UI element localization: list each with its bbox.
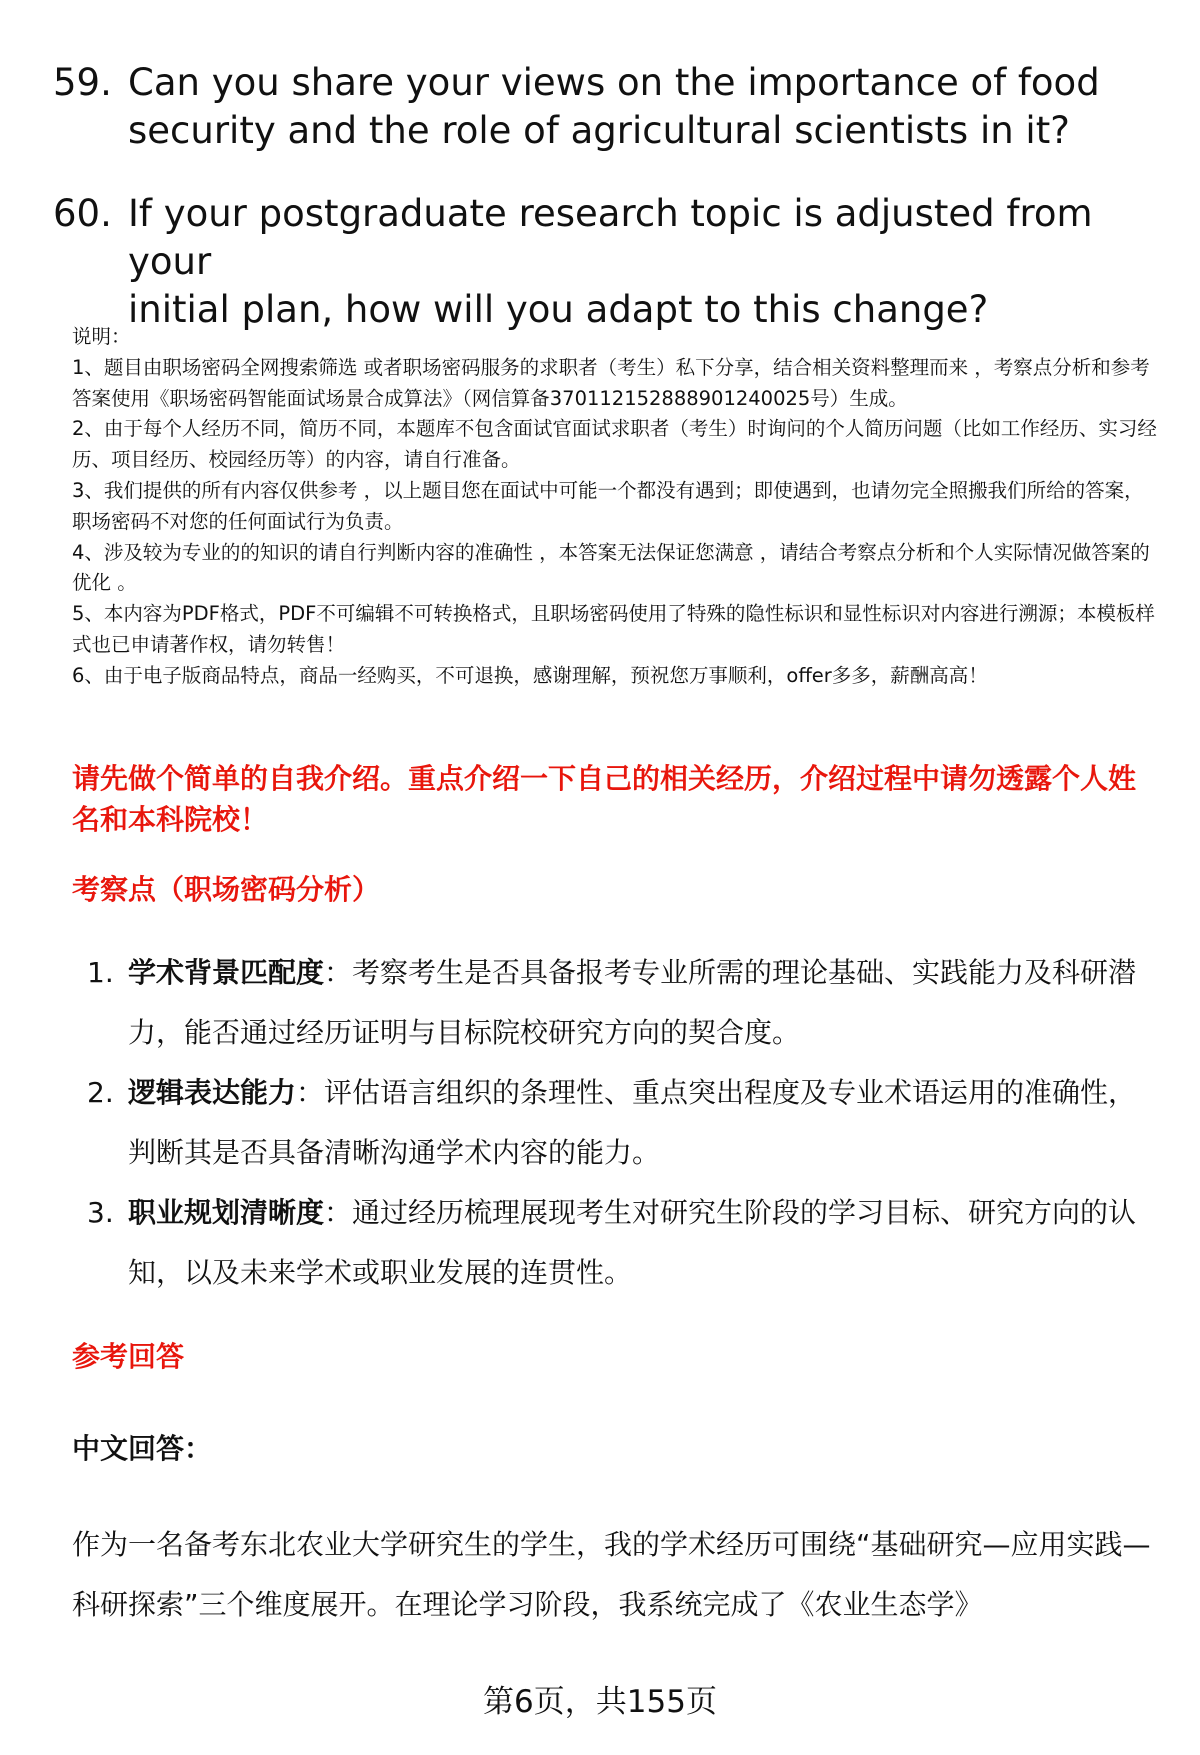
analysis-item [0, 1063, 1200, 1183]
item-term: 学术背景匹配度 [128, 956, 325, 989]
note-item: 6、由于电子版商品特点，商品一经购买，不可退换，感谢理解，预祝您万事顺利，offer多多，薪酬高高！ [72, 663, 988, 687]
note-item: 5、本内容为PDF格式，PDF不可编辑不可转换格式，且职场密码使用了特殊的隐性标识和显性标识对内容进行溯源；本模板样式也已申请著作权，请勿转售！ [72, 602, 1155, 656]
answer-paragraph: 作为一名备考东北农业大学研究生的学生，我的学术经历可围绕“基础研究—应用实践—科研探索”三个维度展开。在理论学习阶段，我系统完成了《农业生态学》 [72, 1528, 1151, 1621]
question-heading: 请先做个简单的自我介绍。重点介绍一下自己的相关经历，介绍过程中请勿透露个人姓名和本科院校！ [72, 762, 1137, 836]
item-number: 2. [87, 1076, 114, 1109]
question-number: 60. [53, 192, 112, 235]
notes-section [72, 322, 1162, 692]
question-line: If your postgraduate research topic is adjusted from your [128, 192, 1093, 283]
item-text: ：考察考生是否具备报考专业所需的理论基础、实践能力及科研潜力，能否通过经历证明与目标院校研究方向的契合度。 [128, 956, 1137, 1049]
item-text: ：通过经历梳理展现考生对研究生阶段的学习目标、研究方向的认知，以及未来学术或职业发展的连贯性。 [128, 1196, 1137, 1289]
item-number: 1. [87, 956, 114, 989]
analysis-list [0, 943, 1200, 1303]
note-item: 1、题目由职场密码全网搜索筛选 或者职场密码服务的求职者（考生）私下分享，结合相关资料整理而来 ，考察点分析和参考答案使用《职场密码智能面试场景合成算法》（网信算备370112152888901240025号）生成。 [72, 355, 1150, 410]
page-footer: 第6页，共155页 [483, 1684, 717, 1720]
question-line: Can you share your views on the importance of food [128, 61, 1100, 104]
item-number: 3. [87, 1196, 114, 1229]
question-line: security and the role of agricultural scientists in it? [128, 109, 1070, 152]
item-text: ：评估语言组织的条理性、重点突出程度及专业术语运用的准确性，判断其是否具备清晰沟通学术内容的能力。 [128, 1076, 1137, 1169]
analysis-item [0, 1183, 1200, 1303]
analysis-heading: 考察点（职场密码分析） [72, 873, 381, 906]
item-term: 职业规划清晰度 [128, 1196, 325, 1229]
question-line: initial plan, how will you adapt to this change? [128, 288, 989, 331]
analysis-item [0, 943, 1200, 1063]
note-item: 3、我们提供的所有内容仅供参考 ，以上题目您在面试中可能一个都没有遇到；即使遇到，也请勿完全照搬我们所给的答案，职场密码不对您的任何面试行为负责。 [72, 478, 1144, 533]
answer-heading: 参考回答 [72, 1340, 185, 1373]
item-term: 逻辑表达能力 [128, 1076, 297, 1109]
note-item: 2、由于每个人经历不同，简历不同，本题库不包含面试官面试求职者（考生）时询问的个人简历问题（比如工作经历、实习经历、项目经历、校园经历等）的内容，请自行准备。 [72, 417, 1157, 472]
question-number: 59. [53, 61, 112, 104]
chinese-answer-label: 中文回答： [72, 1432, 213, 1465]
note-item: 4、涉及较为专业的的知识的请自行判断内容的准确性 ，本答案无法保证您满意 ，请结合考察点分析和个人实际情况做答案的优化 。 [72, 540, 1150, 595]
notes-title: 说明： [72, 325, 131, 348]
